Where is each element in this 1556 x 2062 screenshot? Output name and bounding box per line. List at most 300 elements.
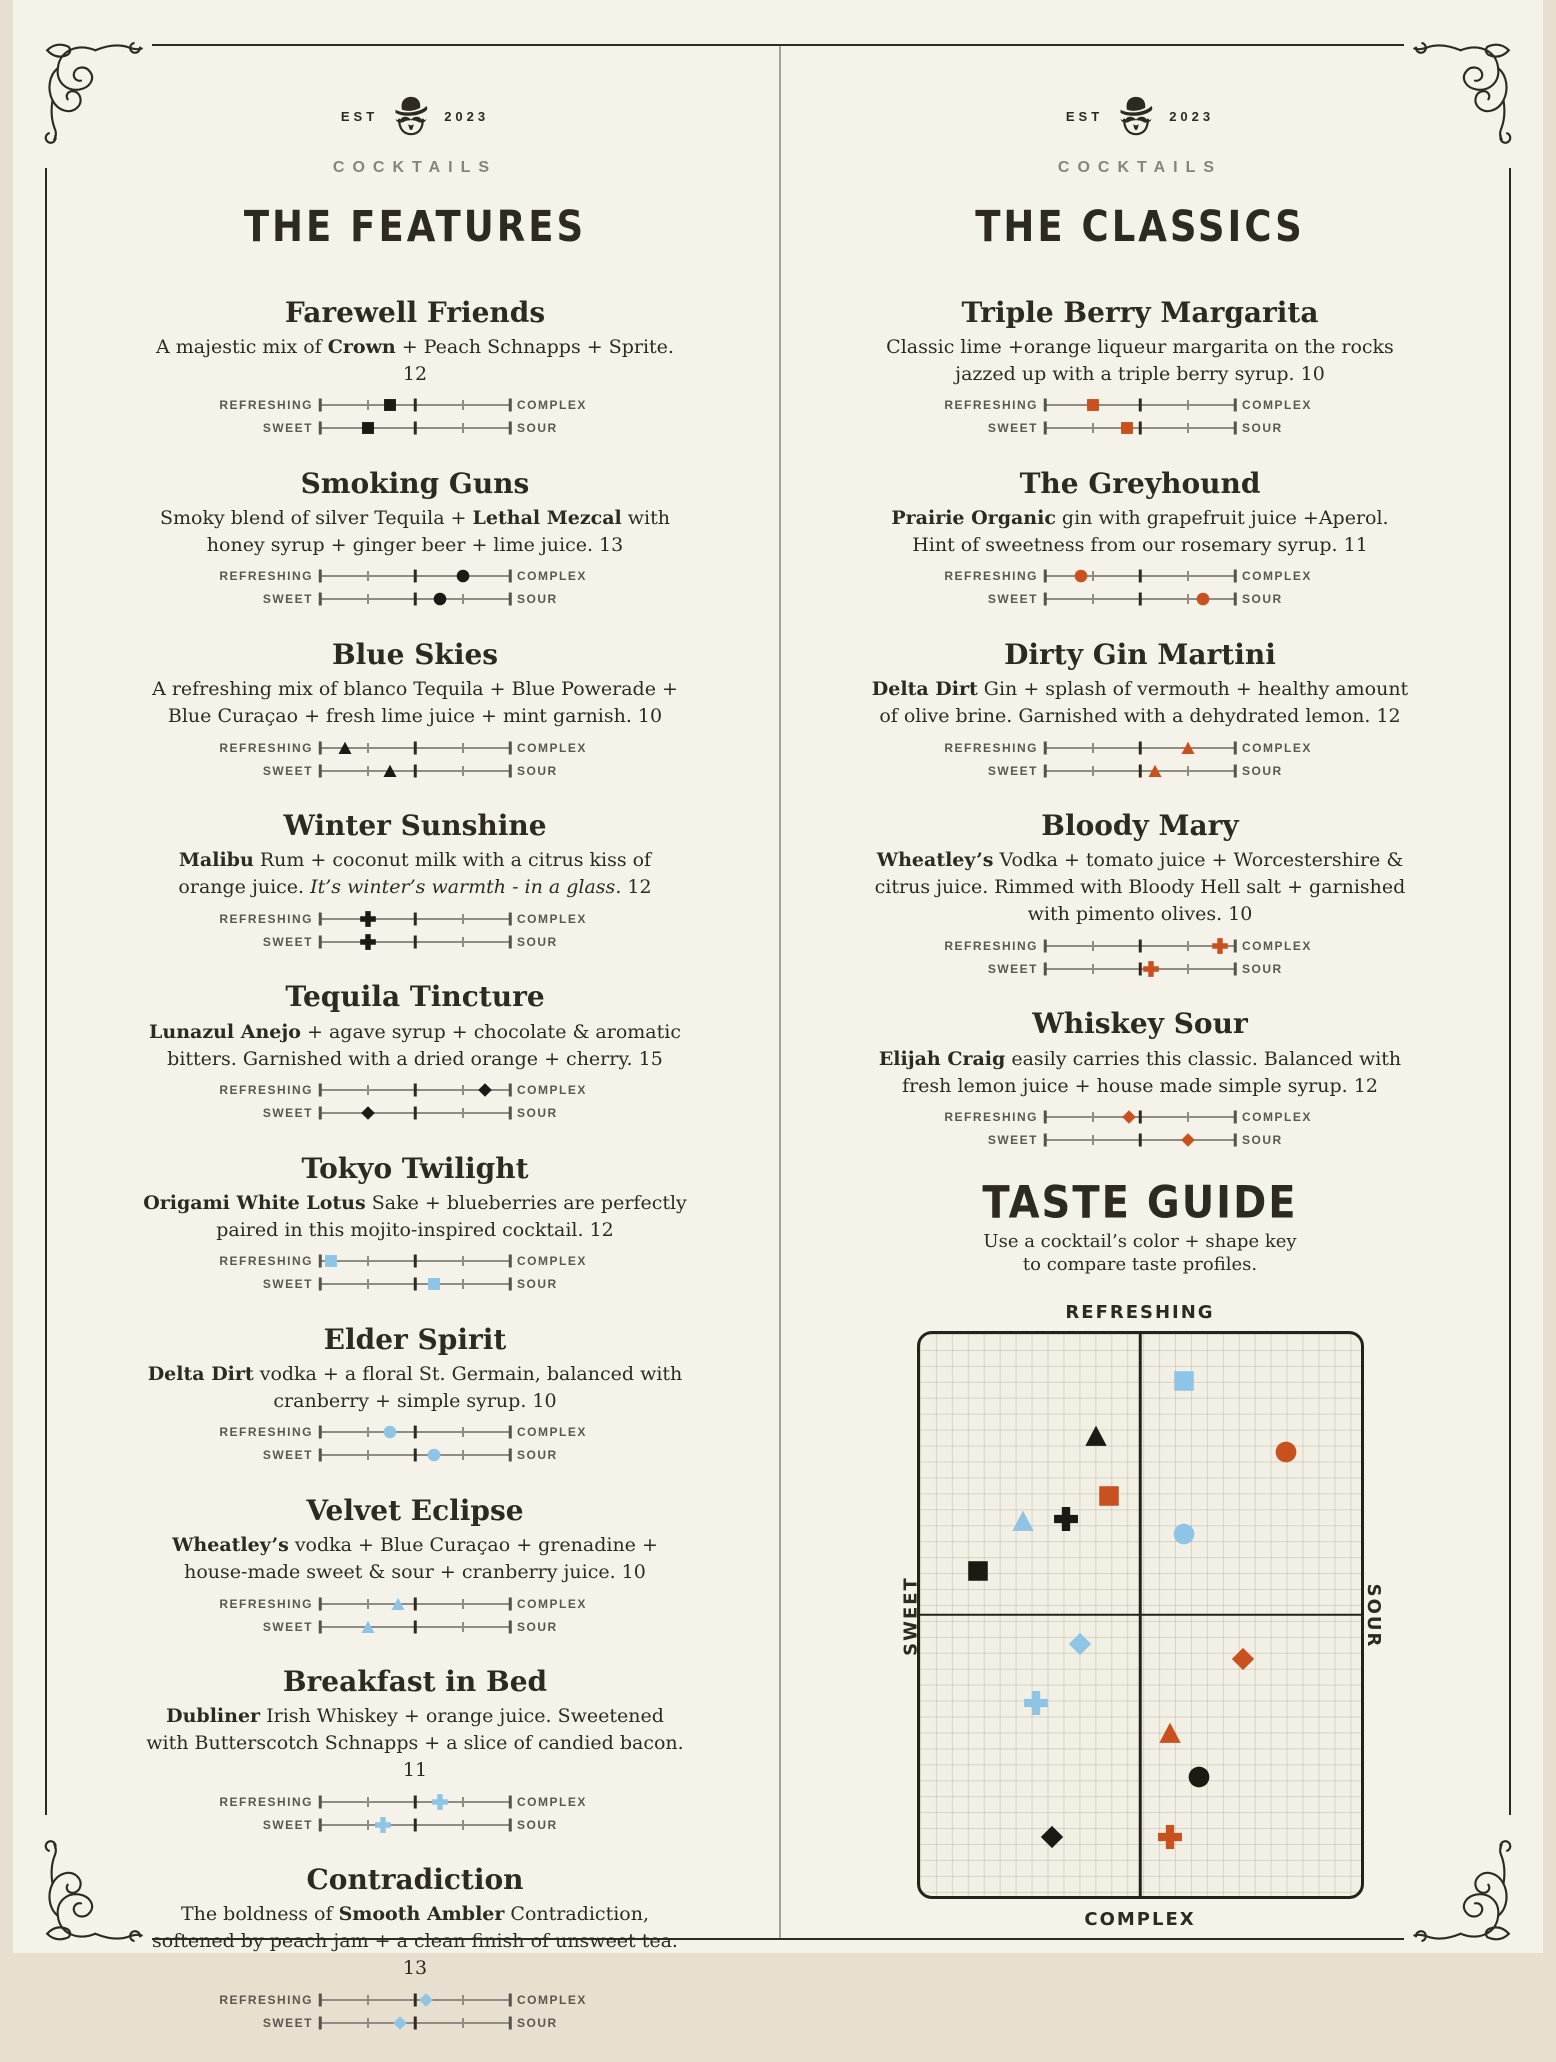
- square-marker-icon: [1120, 421, 1134, 435]
- scale-label-sweet: SWEET: [262, 1619, 313, 1634]
- cocktail-description: Elijah Craig easily carries this classic. Balanced with fresh lemon juice + house made simple syrup. 12: [878, 1047, 1402, 1097]
- chart-point-triple-berry-margarita: [1098, 1485, 1121, 1508]
- est-label: EST: [340, 108, 379, 124]
- scale-tick: [1139, 1134, 1142, 1147]
- cocktail-entry: [860, 1008, 1420, 1149]
- taste-scales: [860, 1108, 1420, 1150]
- axis-label-sweet: SWEET: [899, 1575, 921, 1656]
- scale-tick: [1092, 1135, 1094, 1145]
- scale-endcap: [1044, 1111, 1047, 1124]
- scale-tick: [367, 1256, 369, 1266]
- frame-border-right: [1509, 168, 1511, 1815]
- taste-scales: [135, 1990, 695, 2032]
- scale-endcap: [509, 1620, 512, 1633]
- circle-marker-icon: [1274, 1440, 1297, 1463]
- taste-value-marker: [324, 1254, 338, 1268]
- scale-tick: [462, 1427, 464, 1437]
- scale-endcap: [1044, 422, 1047, 435]
- hat-mustache-logo-icon: [391, 94, 431, 138]
- triangle-marker-icon: [1158, 1721, 1181, 1744]
- cocktail-description: Delta Dirt Gin + splash of vermouth + healthy amount of olive brine. Garnished with a dehydrated lemon. 12: [871, 678, 1409, 728]
- scale-tick: [1139, 741, 1142, 754]
- circle-marker-icon: [1196, 592, 1210, 606]
- taste-scales: [135, 909, 695, 951]
- scale-track: [1045, 761, 1235, 780]
- circle-marker-icon: [383, 1425, 397, 1439]
- scale-label-sweet: SWEET: [987, 1133, 1038, 1147]
- triangle-marker-icon: [361, 1620, 375, 1634]
- axis-label-complex: COMPLEX: [1084, 1908, 1196, 1930]
- scale-tick: [367, 594, 369, 604]
- chart-point-winter-sunshine: [1053, 1506, 1079, 1532]
- scale-tick: [462, 1085, 464, 1095]
- cocktail-name: Triple Berry Margarita: [961, 295, 1319, 329]
- scale-tick: [1092, 1112, 1094, 1122]
- scale-track: [320, 1275, 510, 1294]
- circle-marker-icon: [433, 592, 447, 606]
- scale-track: [320, 1594, 510, 1613]
- triangle-marker-icon: [391, 1597, 405, 1611]
- taste-value-marker: [427, 1277, 441, 1291]
- square-marker-icon: [427, 1277, 441, 1291]
- scale-tick: [462, 743, 464, 753]
- cocktail-entry: [135, 981, 695, 1122]
- circle-marker-icon: [456, 569, 470, 583]
- cocktail-entry: [135, 1666, 695, 1834]
- scale-label-sour: SOUR: [517, 1448, 558, 1463]
- scale-tick: [1092, 594, 1094, 604]
- square-marker-icon: [361, 421, 375, 435]
- taste-value-marker: [1122, 1110, 1136, 1124]
- scale-label-sour: SOUR: [517, 1106, 558, 1120]
- chart-point-the-greyhound: [1274, 1440, 1297, 1463]
- cocktail-name: Blue Skies: [331, 637, 499, 671]
- taste-value-marker: [1148, 764, 1162, 778]
- taste-scales: [135, 1423, 695, 1465]
- diamond-marker-icon: [419, 1993, 433, 2007]
- scale-label-refreshing: REFRESHING: [219, 1254, 313, 1269]
- taste-value-marker: [359, 933, 376, 950]
- chart-point-blue-skies: [1084, 1425, 1107, 1448]
- square-marker-icon: [966, 1560, 989, 1583]
- cocktail-entry: [860, 639, 1420, 780]
- chart-point-tequila-tincture: [1040, 1826, 1063, 1849]
- diamond-marker-icon: [1069, 1633, 1092, 1656]
- scale-label-sour: SOUR: [517, 1817, 558, 1832]
- scale-tick: [462, 937, 464, 947]
- plus-marker-icon: [1211, 937, 1228, 954]
- scale-endcap: [319, 764, 322, 777]
- scale-track: [1045, 1131, 1235, 1150]
- scale-endcap: [1234, 962, 1237, 975]
- scale-tick: [462, 400, 464, 410]
- taste-scales: [135, 738, 695, 780]
- scale-track: [320, 1081, 510, 1100]
- refreshing-complex-scale: [860, 396, 1420, 415]
- hat-mustache-logo-icon: [1116, 94, 1156, 138]
- scale-label-sour: SOUR: [1242, 961, 1283, 976]
- scale-tick: [414, 1278, 417, 1291]
- cocktail-description: Wheatley’s vodka + Blue Curaçao + grenadine + house-made sweet & sour + cranberry juice. 10: [172, 1534, 658, 1584]
- scale-label-complex: COMPLEX: [517, 740, 587, 755]
- cocktail-entry: [860, 810, 1420, 978]
- scale-endcap: [1234, 570, 1237, 583]
- scale-tick: [414, 912, 417, 925]
- scale-label-refreshing: REFRESHING: [219, 740, 313, 755]
- scale-endcap: [1234, 939, 1237, 952]
- sweet-sour-scale: [135, 761, 695, 780]
- scale-track: [320, 1446, 510, 1465]
- plus-marker-icon: [431, 1793, 448, 1810]
- scale-tick: [1187, 594, 1189, 604]
- frame-border-top: [152, 44, 1404, 46]
- scale-endcap: [509, 1255, 512, 1268]
- scale-label-complex: COMPLEX: [517, 1992, 587, 2007]
- taste-value-marker: [456, 569, 470, 583]
- scale-endcap: [319, 2016, 322, 2029]
- cocktail-description: Wheatley’s Vodka + tomato juice + Worcestershire & citrus juice. Rimmed with Bloody Hell salt + garnished with pimento olives. 10: [874, 849, 1406, 926]
- circle-marker-icon: [427, 1448, 441, 1462]
- scale-tick: [1187, 766, 1189, 776]
- taste-value-marker: [1086, 398, 1100, 412]
- scale-tick: [414, 1107, 417, 1120]
- scale-endcap: [1234, 1111, 1237, 1124]
- scale-track: [320, 567, 510, 586]
- scale-label-refreshing: REFRESHING: [219, 911, 313, 926]
- scale-endcap: [509, 1449, 512, 1462]
- scale-track: [1045, 396, 1235, 415]
- refreshing-complex-scale: [135, 1990, 695, 2009]
- scale-label-sour: SOUR: [517, 1619, 558, 1634]
- square-marker-icon: [383, 398, 397, 412]
- classics-list: [860, 297, 1420, 1150]
- scale-endcap: [1044, 939, 1047, 952]
- scale-endcap: [509, 912, 512, 925]
- scale-endcap: [319, 1597, 322, 1610]
- scale-label-sweet: SWEET: [262, 1817, 313, 1832]
- taste-value-marker: [1181, 1133, 1195, 1147]
- cocktail-name: Elder Spirit: [323, 1322, 507, 1356]
- taste-value-marker: [383, 398, 397, 412]
- scale-tick: [462, 594, 464, 604]
- scale-tick: [414, 570, 417, 583]
- triangle-marker-icon: [383, 764, 397, 778]
- cocktail-description: The boldness of Smooth Ambler Contradiction, softened by peach jam + a clean finish of unsweet tea. 13: [152, 1903, 678, 1980]
- scale-label-sweet: SWEET: [987, 592, 1038, 607]
- scale-tick: [1139, 939, 1142, 952]
- scale-tick: [462, 1797, 464, 1807]
- refreshing-complex-scale: [860, 738, 1420, 757]
- scale-endcap: [1044, 764, 1047, 777]
- chart-point-breakfast-in-bed: [1023, 1690, 1049, 1716]
- axis-label-sour: SOUR: [1362, 1583, 1384, 1648]
- cocktail-name: The Greyhound: [1019, 466, 1261, 500]
- plus-marker-icon: [1023, 1690, 1049, 1716]
- scale-track: [1045, 959, 1235, 978]
- scale-label-complex: COMPLEX: [517, 1083, 587, 1097]
- scale-track: [1045, 419, 1235, 438]
- diamond-marker-icon: [1232, 1648, 1255, 1671]
- scale-endcap: [1044, 1134, 1047, 1147]
- taste-value-marker: [374, 1816, 391, 1833]
- sweet-sour-scale: [860, 761, 1420, 780]
- scale-tick: [1187, 423, 1189, 433]
- frame-border-left: [45, 168, 47, 1815]
- triangle-marker-icon: [1148, 764, 1162, 778]
- taste-value-marker: [433, 592, 447, 606]
- scale-endcap: [509, 1278, 512, 1291]
- taste-value-marker: [1196, 592, 1210, 606]
- chart-center-horizontal-line: [920, 1613, 1361, 1616]
- scale-label-refreshing: REFRESHING: [944, 1110, 1038, 1124]
- features-list: [135, 297, 695, 2033]
- brand-header: [135, 96, 695, 136]
- scale-endcap: [1044, 593, 1047, 606]
- scale-label-complex: COMPLEX: [517, 1596, 587, 1611]
- taste-value-marker: [1074, 569, 1088, 583]
- triangle-marker-icon: [338, 741, 352, 755]
- sweet-sour-scale: [135, 1446, 695, 1465]
- scale-tick: [367, 571, 369, 581]
- scale-tick: [462, 1995, 464, 2005]
- diamond-marker-icon: [1040, 1826, 1063, 1849]
- cocktail-entry: [135, 468, 695, 609]
- cocktail-entry: [135, 1864, 695, 2032]
- scale-label-sweet: SWEET: [987, 421, 1038, 436]
- square-marker-icon: [1086, 398, 1100, 412]
- scale-endcap: [509, 2016, 512, 2029]
- taste-guide-chart-area: [899, 1301, 1384, 1930]
- scale-tick: [367, 766, 369, 776]
- scale-tick: [367, 1279, 369, 1289]
- scale-label-complex: COMPLEX: [517, 398, 587, 413]
- cocktail-description: Dubliner Irish Whiskey + orange juice. Sweetened with Butterscotch Schnapps + a slice of candied bacon. 11: [146, 1705, 684, 1782]
- year-label: 2023: [1169, 108, 1215, 124]
- refreshing-complex-scale: [135, 1252, 695, 1271]
- sweet-sour-scale: [135, 1815, 695, 1834]
- scale-tick: [1187, 571, 1189, 581]
- scale-tick: [414, 422, 417, 435]
- cocktail-description: Delta Dirt vodka + a floral St. Germain, balanced with cranberry + simple syrup. 10: [147, 1362, 683, 1412]
- scale-label-sour: SOUR: [517, 421, 558, 436]
- sweet-sour-scale: [860, 959, 1420, 978]
- scale-tick: [414, 1255, 417, 1268]
- scale-endcap: [319, 1818, 322, 1831]
- scale-endcap: [319, 935, 322, 948]
- scale-label-sweet: SWEET: [262, 592, 313, 607]
- cocktail-description: Prairie Organic gin with grapefruit juice +Aperol. Hint of sweetness from our rosemary syrup. 11: [891, 506, 1389, 556]
- scale-track: [320, 590, 510, 609]
- cocktail-name: Dirty Gin Martini: [1004, 637, 1276, 671]
- scale-label-sweet: SWEET: [262, 1448, 313, 1463]
- scale-label-sweet: SWEET: [987, 763, 1038, 778]
- scale-tick: [1139, 764, 1142, 777]
- scale-tick: [367, 1820, 369, 1830]
- scale-endcap: [509, 1107, 512, 1120]
- scale-track: [320, 932, 510, 951]
- scale-tick: [367, 1995, 369, 2005]
- scale-tick: [414, 741, 417, 754]
- scale-tick: [367, 1797, 369, 1807]
- taste-guide-title: TASTE GUIDE: [982, 1176, 1298, 1229]
- scale-tick: [462, 914, 464, 924]
- scale-label-complex: COMPLEX: [1242, 740, 1312, 755]
- scale-label-sweet: SWEET: [262, 1106, 313, 1120]
- plus-marker-icon: [359, 910, 376, 927]
- taste-value-marker: [383, 1425, 397, 1439]
- taste-scales: [860, 396, 1420, 438]
- scale-track: [320, 761, 510, 780]
- taste-value-marker: [383, 764, 397, 778]
- taste-value-marker: [361, 1106, 375, 1120]
- scale-tick: [462, 1256, 464, 1266]
- circle-marker-icon: [1187, 1766, 1210, 1789]
- scale-label-sweet: SWEET: [262, 763, 313, 778]
- cocktail-entry: [135, 639, 695, 780]
- scale-track: [1045, 738, 1235, 757]
- taste-value-marker: [427, 1448, 441, 1462]
- scale-tick: [1187, 964, 1189, 974]
- taste-value-marker: [419, 1993, 433, 2007]
- scale-label-complex: COMPLEX: [1242, 1110, 1312, 1124]
- scale-track: [320, 2013, 510, 2032]
- scale-label-refreshing: REFRESHING: [944, 740, 1038, 755]
- scale-tick: [414, 935, 417, 948]
- taste-scales: [135, 1594, 695, 1636]
- scale-track: [320, 1815, 510, 1834]
- scale-tick: [462, 1108, 464, 1118]
- scale-tick: [414, 1084, 417, 1097]
- scale-tick: [1092, 941, 1094, 951]
- cocktail-name: Tequila Tincture: [285, 980, 545, 1014]
- refreshing-complex-scale: [135, 1594, 695, 1613]
- sweet-sour-scale: [135, 1617, 695, 1636]
- scale-label-sour: SOUR: [1242, 1133, 1283, 1147]
- scale-track: [1045, 936, 1235, 955]
- refreshing-complex-scale: [860, 567, 1420, 586]
- scale-track: [1045, 567, 1235, 586]
- scale-endcap: [319, 1993, 322, 2006]
- scale-label-sweet: SWEET: [262, 2015, 313, 2030]
- scale-endcap: [509, 935, 512, 948]
- scale-endcap: [509, 1084, 512, 1097]
- scale-track: [320, 1252, 510, 1271]
- scale-endcap: [509, 1818, 512, 1831]
- scale-label-complex: COMPLEX: [517, 569, 587, 584]
- square-marker-icon: [324, 1254, 338, 1268]
- scale-tick: [414, 1993, 417, 2006]
- scale-tick: [414, 1795, 417, 1808]
- axis-label-refreshing: REFRESHING: [1065, 1301, 1215, 1323]
- cocktail-name: Whiskey Sour: [1032, 1007, 1248, 1041]
- scale-label-sour: SOUR: [517, 592, 558, 607]
- taste-scales: [860, 738, 1420, 780]
- scale-endcap: [319, 1278, 322, 1291]
- scale-endcap: [1044, 741, 1047, 754]
- scale-tick: [414, 2016, 417, 2029]
- scale-tick: [367, 400, 369, 410]
- scale-endcap: [319, 422, 322, 435]
- scale-endcap: [509, 1993, 512, 2006]
- scale-tick: [1139, 422, 1142, 435]
- cocktail-entry: [860, 297, 1420, 438]
- scale-tick: [1139, 962, 1142, 975]
- taste-value-marker: [1181, 741, 1195, 755]
- scale-endcap: [509, 1597, 512, 1610]
- scale-endcap: [1044, 399, 1047, 412]
- taste-guide-section: [860, 1176, 1420, 1930]
- cocktail-description: Classic lime +orange liqueur margarita on the rocks jazzed up with a triple berry syrup. 10: [886, 335, 1394, 385]
- scale-label-complex: COMPLEX: [1242, 398, 1312, 413]
- sweet-sour-scale: [135, 419, 695, 438]
- scale-tick: [462, 766, 464, 776]
- scale-tick: [367, 1085, 369, 1095]
- taste-guide-subtitle: Use a cocktail’s color + shape key to compare taste profiles.: [983, 1230, 1297, 1275]
- scale-track: [320, 1423, 510, 1442]
- scale-endcap: [1234, 422, 1237, 435]
- scale-tick: [367, 1427, 369, 1437]
- cocktail-description: A majestic mix of Crown + Peach Schnapps + Sprite. 12: [156, 335, 674, 385]
- scale-label-sour: SOUR: [517, 1277, 558, 1292]
- taste-value-marker: [1120, 421, 1134, 435]
- scale-tick: [1092, 571, 1094, 581]
- scale-tick: [462, 1820, 464, 1830]
- sweet-sour-scale: [860, 1131, 1420, 1150]
- scale-endcap: [319, 1449, 322, 1462]
- scale-tick: [367, 1450, 369, 1460]
- refreshing-complex-scale: [135, 1423, 695, 1442]
- cocktail-name: Smoking Guns: [300, 466, 530, 500]
- column-divider: [779, 46, 781, 1938]
- scale-tick: [414, 1597, 417, 1610]
- cocktail-name: Winter Sunshine: [283, 809, 547, 843]
- plus-marker-icon: [1143, 960, 1160, 977]
- cocktail-description: Malibu Rum + coconut milk with a citrus kiss of orange juice. It’s winter’s warmth - in a glass. 12: [178, 849, 652, 899]
- scale-tick: [414, 1426, 417, 1439]
- scale-track: [320, 1104, 510, 1123]
- sweet-sour-scale: [860, 590, 1420, 609]
- refreshing-complex-scale: [135, 1792, 695, 1811]
- scale-label-sour: SOUR: [1242, 421, 1283, 436]
- scale-label-refreshing: REFRESHING: [219, 1425, 313, 1440]
- chart-point-tokyo-twilight: [1173, 1370, 1196, 1393]
- refreshing-complex-scale: [135, 738, 695, 757]
- scale-label-complex: COMPLEX: [1242, 569, 1312, 584]
- scale-tick: [414, 1818, 417, 1831]
- cocktails-eyebrow: COCKTAILS: [1057, 159, 1223, 176]
- refreshing-complex-scale: [135, 909, 695, 928]
- sweet-sour-scale: [135, 2013, 695, 2032]
- scale-tick: [367, 1599, 369, 1609]
- scale-endcap: [319, 1426, 322, 1439]
- taste-guide-chart: [917, 1331, 1364, 1899]
- scale-label-sour: SOUR: [1242, 592, 1283, 607]
- cocktail-name: Farewell Friends: [284, 295, 546, 329]
- scale-tick: [462, 2018, 464, 2028]
- diamond-marker-icon: [1122, 1110, 1136, 1124]
- scale-tick: [462, 423, 464, 433]
- scale-endcap: [509, 1426, 512, 1439]
- scale-tick: [1187, 941, 1189, 951]
- triangle-marker-icon: [1012, 1509, 1035, 1532]
- chart-point-whiskey-sour: [1232, 1648, 1255, 1671]
- classics-column: [860, 96, 1420, 1930]
- refreshing-complex-scale: [135, 396, 695, 415]
- scale-endcap: [1234, 1134, 1237, 1147]
- chart-point-farewell-friends: [966, 1560, 989, 1583]
- taste-value-marker: [391, 1597, 405, 1611]
- sweet-sour-scale: [860, 419, 1420, 438]
